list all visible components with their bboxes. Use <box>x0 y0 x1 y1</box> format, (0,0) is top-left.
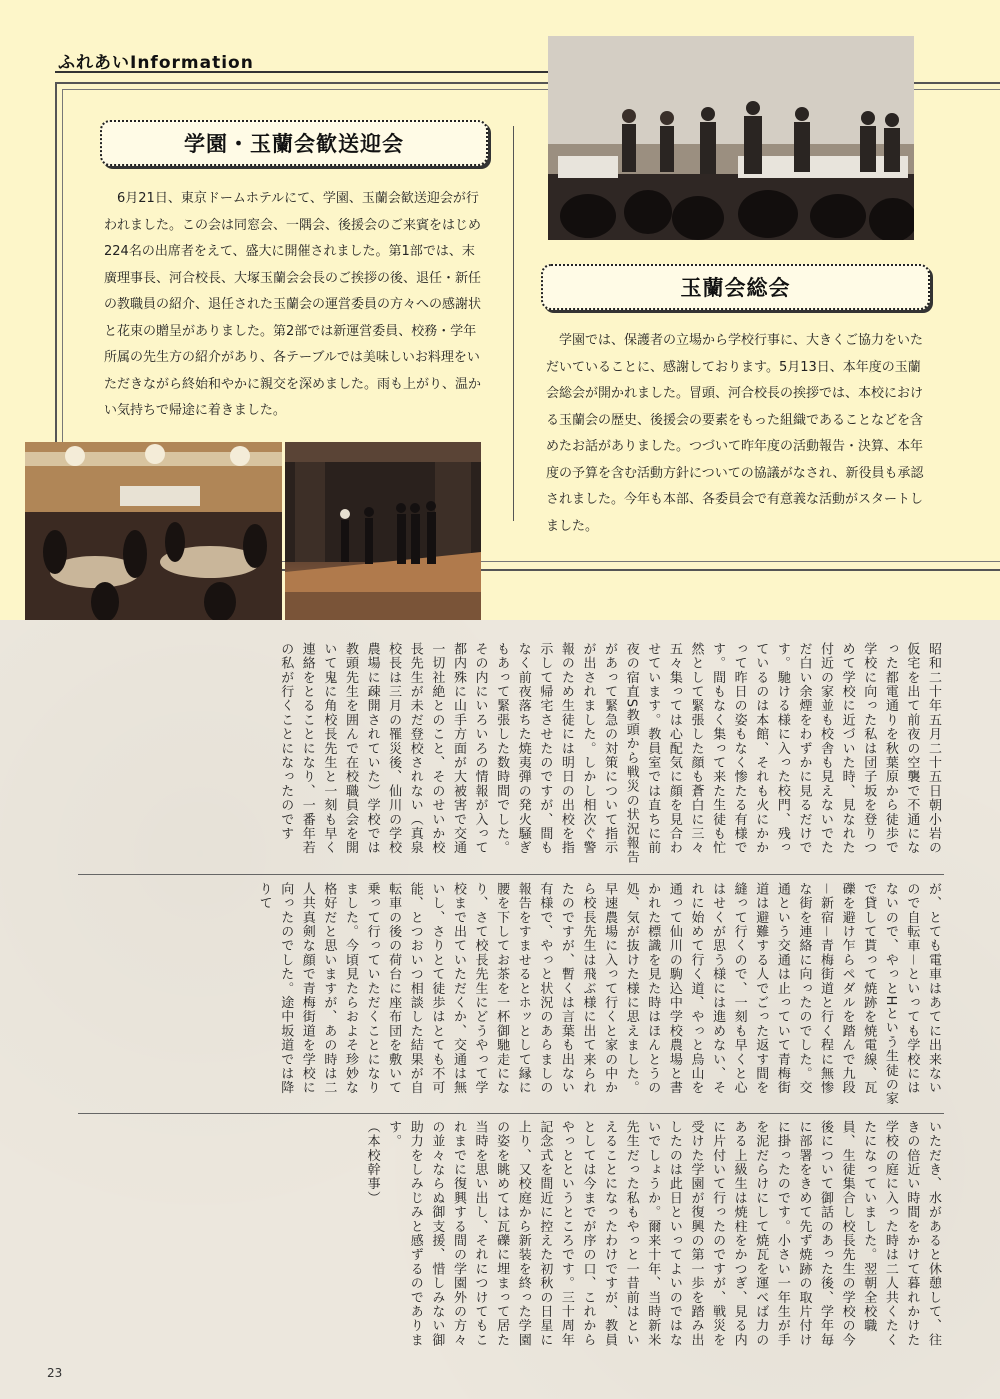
article-title-general-meeting: 玉蘭会総会 <box>541 264 930 310</box>
essay-block-3 <box>78 1120 944 1352</box>
article-title-welcome-party: 学園・玉蘭会歓送迎会 <box>100 120 488 166</box>
essay-paragraph: いただき、水があると休憩して、往きの倍近い時間をかけて暮れかけた学校の庭に入った時は二人共くたくたになっていました。翌朝全校職員、生徒集合し校長先生の学校の今後について御話のあった後、学年毎に部署をきめて先ず焼跡の取片付けに掛ったのです。小さい一年生が手を泥だらけにして焼瓦を運べば力のある上級生は焼柱をかつぎ、見る内に片付いて行ったのですが、戦災を受けた学園が復興の第一歩を踏み出したのは此日といってよいのではないでしょうか。爾来十年、当時新米先生だった私もやっと一昔前はといえることになったわけですが、教員としては今までが序の口、これからやっとというところです。三十周年記念式を間近に控えた初秋の日星に上り、又校庭から新装を終った学園の姿を眺めては瓦礫に埋まって居た当時を思い出し、それにつけてもこれまでに復興する間の学園外の方々の並々ならぬ御支援、惜しみない御助力をしみじみと感ずるのであります。 <box>386 1120 941 1348</box>
photo-stage-introduction-drawing <box>285 442 481 620</box>
photo-general-meeting-drawing <box>548 36 914 240</box>
essay-columns <box>78 642 944 1352</box>
article-body-general-meeting <box>546 328 926 540</box>
information-section <box>0 0 1000 620</box>
essay-rule-1 <box>78 874 944 875</box>
essay-paragraph: 昭和二十年五月二十五日朝小岩の仮宅を出て前夜の空襲で不通になった都電通りを秋葉原から徒歩で学校に向った私は団子坂を登りつめて学校に近づいた時、見なれた付近の家並も校舎も見えないでただ白い余煙をわずかに見るだけです。馳ける様に入った校門、残っているのは本館、それも火にかかって昨日の姿もなく惨たる有様です。間もなく集って来た生徒も忙然として緊張した顔も蒼白に三々五々集っては心配気に顔を見合わせています。教員室では直ちに前夜の宿直S教頭から戦災の状況報告があって緊急の対策について指示が出されました。しかし相次ぐ警報のため生徒には明日の出校を指示して帰宅させたのですが、間もなく前夜落ちた焼夷弾の発火騒ぎもあって緊張した数時間でした。その内にいろいろの情報が入って都内殊に山手方面が大被害で交通一切社絶とのこと、そのせいか校長先生が未だ登校されない（真泉校長は三月の罹災後、仙川の学校農場に疎開されていた）学校では教頭先生を囲んで在校職員会を開いて鬼に角校長先生と一刻も早く連絡をとることになり、一番年若の私が行くことになったのです <box>278 642 941 865</box>
essay-signature: （本校幹事） <box>364 1120 380 1206</box>
essay-rule-2 <box>78 1113 944 1114</box>
essay-block-2 <box>78 882 944 1106</box>
photo-stage-introduction <box>285 442 481 620</box>
photo-banquet-hall <box>25 442 282 620</box>
header-rule <box>55 71 550 73</box>
article-paragraph: 6月21日、東京ドームホテルにて、学園、玉蘭会歓送迎会が行われました。この会は同窓会、一隅会、後援会のご来賓をはじめ224名の出席者をえて、盛大に開催されました。第1部では、末廣理事長、河合校長、大塚玉蘭会会長のご挨拶の後、退任・新任の教職員の紹介、退任された玉蘭会の運営委員の方々への感謝状と花束の贈呈がありました。第2部では新運営委員、校務・学年所属の先生方の紹介があり、各テーブルでは美味しいお料理をいただきながら終始和やかに親交を深めました。雨も上がり、温かい気持ちで帰途に着きました。 <box>104 191 482 418</box>
photo-banquet-hall-drawing <box>25 442 282 620</box>
column-divider <box>513 126 514 521</box>
photo-general-meeting <box>548 36 914 240</box>
essay-block-1 <box>78 642 944 868</box>
section-header: ふれあいInformation <box>58 53 254 73</box>
page-number: 23 <box>47 1366 63 1380</box>
article-body-welcome-party <box>104 186 484 425</box>
article-paragraph: 学園では、保護者の立場から学校行事に、大きくご協力をいただいていることに、感謝しております。5月13日、本年度の玉蘭会総会が開かれました。冒頭、河合校長の挨拶では、本校における玉蘭会の歴史、後援会の要素をもった組織であることなどを含めたお話がありました。つづいて昨年度の活動報告・決算、本年度の予算を含む活動方針についての協議がなされ、新役員も承認されました。今年も本部、各委員会で有意義な活動がスタートしました。 <box>546 333 924 534</box>
essay-paragraph: が、とても電車はあてに出来ないので自転車－といっても学校にはないので、やっとHという生徒の家で貸して貰って焼跡を焼電線、瓦礫を避け乍らペダルを踏んで九段－新宿－青梅街道と行く程に無惨な街を連絡に向ったのでした。交通という交通は止っていて青梅街道は避難する人でごった返す間を縫って行くので、一刻も早くと心はせくが思う様には進めない、それに始めて行く道、やっと烏山を通って仙川の駒込中学校農場と書かれた標識を見た時はほんとうの処、気が抜けた様に思えました。早速農場に入って行くと家の中から校長先生は飛ぶ様に出て来られたのですが、暫くは言葉も出ない有様で、やっと状況のあらましの報告をすませるとホッとして縁に腰を下してお茶を一杯御馳走になり、さて校長先生にどうやって学校まで出ていただくか、交通は無いし、さりとて徒歩はとても不可能、とつおいつ相談した結果が自転車の後の荷台に座布団を敷いて乗って行っていただくことになりました。今頃見たらおよそ珍妙な格好だと思いますが、あの時は二人共真剣な顔で青梅街道を学校に向ったのでした。途中坂道では降りて <box>256 882 941 1106</box>
